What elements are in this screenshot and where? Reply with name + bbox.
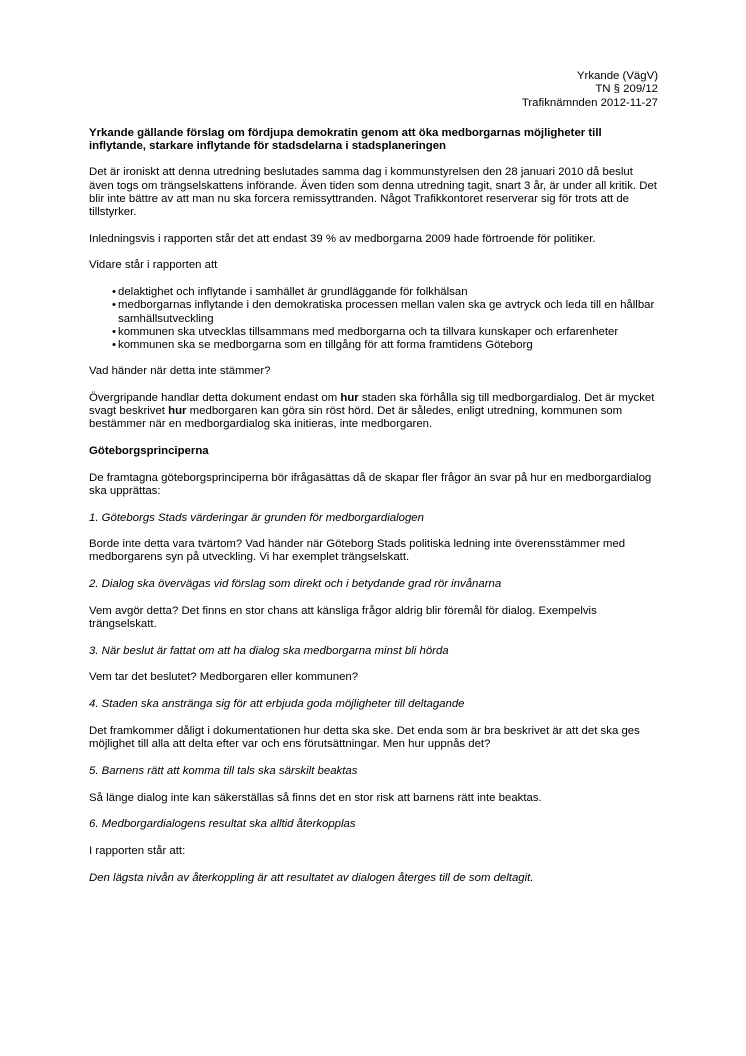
emphasis-hur: hur xyxy=(340,391,359,404)
principle-comment: Vem tar det beslutet? Medborgaren eller kommunen? xyxy=(89,671,359,684)
principle-heading: 3. När beslut är fattat om att ha dialog ska medborgarna minst bli hörda xyxy=(89,644,449,657)
list-item xyxy=(89,339,659,352)
overall-paragraph: Övergripande handlar detta dokument endast om hur staden ska förhålla sig till medborgardialog. Det är mycket svagt beskrivet hur medborgaren kan göra sin röst hörd. Det är således, enligt utredning, kommunen som bestämmer när en medborgardialog ska initieras, inte medborgaren. xyxy=(89,391,655,431)
principle-comment: Så länge dialog inte kan säkerställas så finns det en stor risk att barnens rätt inte beaktas. xyxy=(89,791,542,804)
principle-heading: 1. Göteborgs Stads värderingar är grunden för medborgardialogen xyxy=(89,511,424,524)
intro-paragraph: Det är ironiskt att denna utredning beslutades samma dag i kommunstyrelsen den 28 januari 2010 då beslut även togs om trängselskattens införande. Även tiden som denna utredning tagit, snart 3 år, är under all kritik. Det blir inte bättre av att man nu ska forcera remissyttranden. Något Trafikkontoret reserverar sig för trots att de tillstyrker. xyxy=(89,166,657,219)
document-header xyxy=(522,70,658,110)
principle-comment: I rapporten står att: xyxy=(89,844,186,857)
emphasis-hur: hur xyxy=(168,405,187,418)
bullet-icon: • xyxy=(112,338,116,351)
report-bullet-list xyxy=(89,286,659,352)
meeting-date: Trafiknämnden 2012-11-27 xyxy=(521,96,658,109)
list-item xyxy=(89,326,659,339)
principle-heading: 6. Medborgardialogens resultat ska alltid återkopplas xyxy=(89,818,356,831)
list-item xyxy=(89,286,659,299)
document-title: Yrkande gällande förslag om fördjupa demokratin genom att öka medborgarnas möjligheter till inflytande, starkare inflytande för stadsdelarna i stadsplaneringen xyxy=(89,127,602,153)
bullet-icon: • xyxy=(112,286,116,299)
document-body xyxy=(89,127,659,898)
section-heading: Göteborgsprinciperna xyxy=(89,444,209,457)
case-number: TN § 209/12 xyxy=(595,83,658,96)
principle-heading: 4. Staden ska anstränga sig för att erbjuda goda möjligheter till deltagande xyxy=(89,698,465,711)
closing-quote: Den lägsta nivån av återkoppling är att resultatet av dialogen återges till de som deltagit. xyxy=(89,871,534,884)
list-item-text: kommunen ska se medborgarna som en tillgång för att forma framtidens Göteborg xyxy=(118,338,533,351)
document-type: Yrkande (VägV) xyxy=(576,70,658,82)
list-item-text: medborgarnas inflytande i den demokratiska processen mellan valen ska ge avtryck och leda till en hållbar samhällsutveckling xyxy=(118,299,655,325)
principle-comment: Det framkommer dåligt i dokumentationen hur detta ska ske. Det enda som är bra beskrivet är att det ska ges möjlighet till alla att delta efter var och ens förutsättningar. Men hur uppnås det? xyxy=(89,724,640,751)
report-lead-in: Vidare står i rapporten att xyxy=(89,259,218,272)
list-item-text: delaktighet och inflytande i samhället är grundläggande för folkhälsan xyxy=(118,286,468,299)
list-item-text: kommunen ska utvecklas tillsammans med medborgarna och ta tillvara kunskaper och erfarenheter xyxy=(118,325,619,338)
list-item xyxy=(89,299,659,325)
bullet-icon: • xyxy=(112,325,116,338)
principle-heading: 5. Barnens rätt att komma till tals ska särskilt beaktas xyxy=(89,764,358,777)
bullet-icon: • xyxy=(112,299,116,312)
section-intro: De framtagna göteborgsprinciperna bör ifrågasättas då de skapar fler frågor än svar på hur en medborgardialog ska upprättas: xyxy=(89,471,652,497)
principle-comment: Vem avgör detta? Det finns en stor chans att känsliga frågor aldrig blir föremål för dialog. Exempelvis trängselskatt. xyxy=(89,604,597,631)
trust-paragraph: Inledningsvis i rapporten står det att endast 39 % av medborgarna 2009 hade förtroende för politiker. xyxy=(89,232,596,245)
principle-heading: 2. Dialog ska övervägas vid förslag som direkt och i betydande grad rör invånarna xyxy=(89,578,502,591)
principle-comment: Borde inte detta vara tvärtom? Vad händer när Göteborg Stads politiska ledning inte överensstämmer med medborgarens syn på utveckling. Vi har exemplet trängselskatt. xyxy=(89,538,626,564)
question-paragraph: Vad händer när detta inte stämmer? xyxy=(89,365,271,378)
